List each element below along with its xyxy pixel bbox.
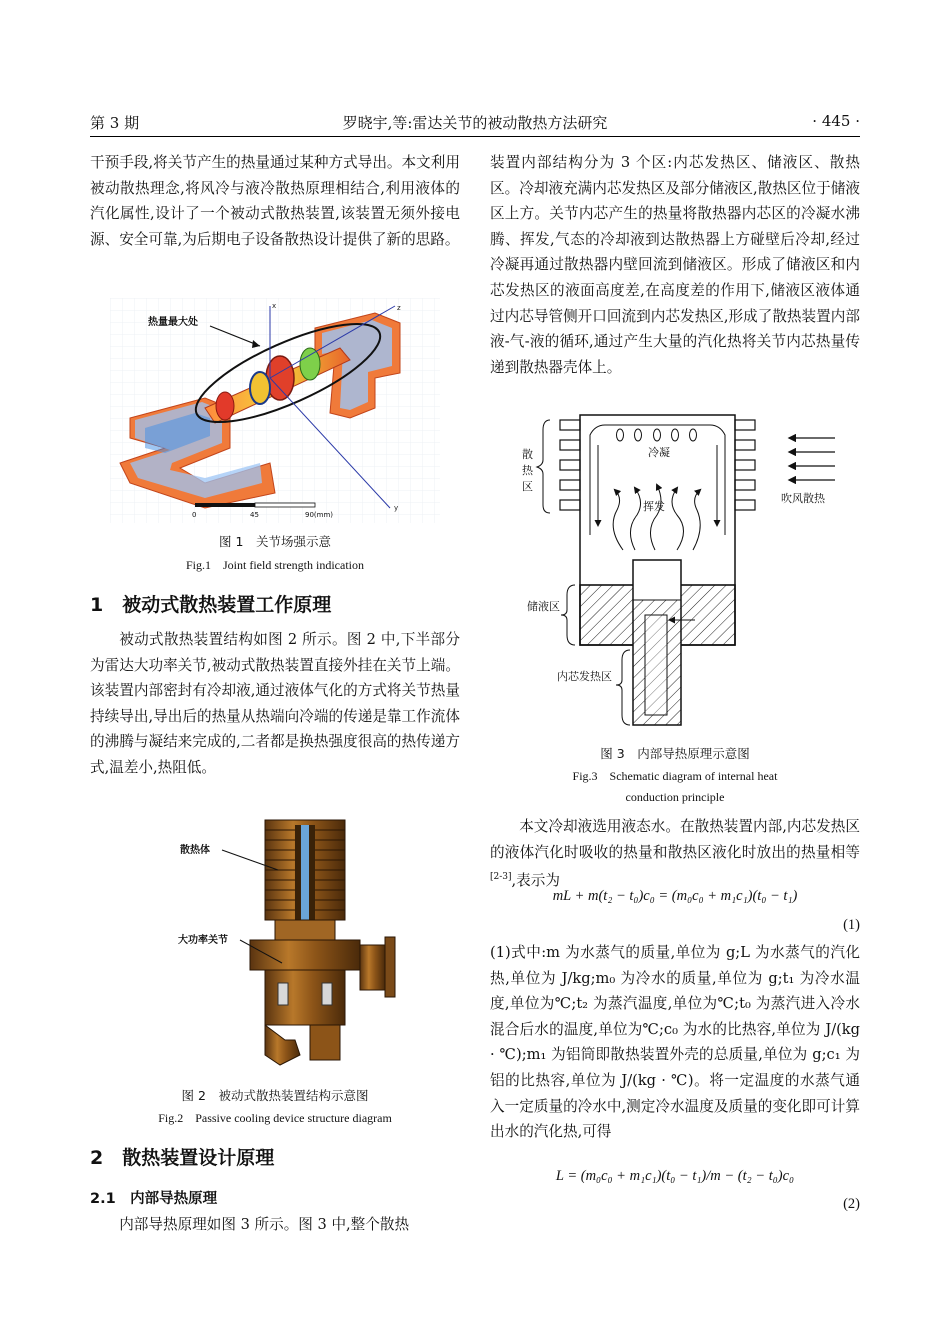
- evaporate-label: 挥发: [643, 500, 665, 513]
- equation-2-number: (2): [843, 1196, 860, 1212]
- running-header: [90, 110, 860, 136]
- fig2-caption-en: Fig.2 Passive cooling device structure diagram: [158, 1111, 392, 1125]
- axis-y-label: y: [394, 504, 399, 512]
- condense-label: 冷凝: [648, 446, 670, 459]
- intro-paragraph: 干预手段,将关节产生的热量通过某种方式导出。本文利用被动散热理念,将风冷与液冷散热原理相结合,利用液体的汽化属性,设计了一个被动式散热装置,该装置无须外接电源、安全可靠,为后期电子设备散热设计提供了新的思路。: [90, 154, 460, 248]
- equation-1-number: (1): [843, 917, 860, 933]
- sink-label: 散热体: [180, 845, 210, 856]
- zone-dissipation-char-3: 区: [522, 480, 533, 493]
- page-number: · 445 ·: [812, 112, 860, 130]
- zone-dissipation-char-1: 散: [522, 448, 533, 461]
- zone-dissipation-char-2: 热: [522, 464, 533, 477]
- right-paragraph-2: 本文冷却液选用液态水。在散热装置内部,内芯发热区的液体汽化时吸收的热量和散热区液化时放出的热量相等[2-3],表示为: [490, 818, 860, 890]
- section-2-1-paragraph: 内部导热原理如图 3 所示。图 3 中,整个散热: [119, 1216, 410, 1233]
- scale-0: 0: [192, 511, 197, 519]
- right-paragraph-3: (1)式中:m 为水蒸气的质量,单位为 g;L 为水蒸气的汽化热,单位为 J/kg;m₀ 为冷水的质量,单位为 g;t₁ 为冷水温度,单位为℃;t₂ 为蒸汽温度,单位为℃;t₀ 为蒸汽进入冷水混合后水的温度,单位为℃;c₀ 为水的比热容,单位为 J/(kg · ℃);m₁ 为铝筒即散热装置外壳的总质量,单位为 g;c₁ 为铝的比热容,单位为 J/(kg · ℃)。将一定温度的水蒸气通入一定质量的冷水中,测定冷水温度及质量的变化即可计算出水的汽化热,可得: [490, 944, 860, 1141]
- axis-x-label: x: [272, 302, 277, 310]
- fig3-caption-en-2: conduction principle: [625, 790, 725, 804]
- equation-1: mL + m(t₂ − t₀)c₀ = (m₀c₀ + m₁c₁)(t₀ − t₁): [552, 888, 798, 904]
- joint-field-image: [110, 298, 440, 523]
- header-rule: [90, 136, 860, 137]
- fig1-caption-zh: 图 1 关节场强示意: [219, 534, 331, 549]
- right-paragraph-1: 装置内部结构分为 3 个区:内芯发热区、储液区、散热区。冷却液充满内芯发热区及部分储液区,散热区位于储液区上方。关节内芯产生的热量将散热器内芯区的冷凝水沸腾、挥发,气态的冷却液到达散热器上方碰壁后冷却,经过冷凝再通过散热器内壁回流到储液区。形成了储液区和内芯发热区的液面高度差,在高度差的作用下,储液区液体通过内芯导管侧开口回流到内芯发热区,形成了散热装置内部液-气-液的循环,通过产生大量的汽化热将关节内芯热量传递到散热器壳体上。: [490, 154, 860, 376]
- fig3-caption-zh: 图 3 内部导热原理示意图: [600, 746, 750, 761]
- storage-label: 储液区: [527, 600, 560, 613]
- section-2-1-title: 2.1 内部导热原理: [90, 1191, 218, 1207]
- section-1-paragraph: 被动式散热装置结构如图 2 所示。图 2 中,下半部分为雷达大功率关节,被动式散热装置直接外挂在关节上端。该装置内部密封有冷却液,通过液体气化的方式将关节热量持续导出,导出后的热量从热端向冷端的传递是靠工作流体的沸腾与凝结来完成的,二者都是换热强度很高的热传递方式,温差小,热阻低。: [90, 631, 460, 776]
- equation-2: L = (m₀c₀ + m₁c₁)(t₀ − t₁)/m − (t₂ − t₀)c₀: [555, 1168, 795, 1184]
- device-structure-image: [170, 815, 430, 1070]
- core-label: 内芯发热区: [557, 670, 612, 683]
- scale-45: 45: [250, 511, 259, 519]
- fig3-caption-en-1: Fig.3 Schematic diagram of internal heat: [572, 769, 778, 783]
- section-2-title: 2 散热装置设计原理: [90, 1147, 275, 1169]
- issue-number: 第 3 期: [90, 114, 140, 132]
- figure-1: [110, 298, 440, 523]
- fig1-caption-en: Fig.1 Joint field strength indication: [186, 558, 364, 572]
- running-title: 罗晓宇,等:雷达关节的被动散热方法研究: [342, 114, 608, 132]
- hot-label: 热量最大处: [148, 317, 198, 328]
- fig2-caption-zh: 图 2 被动式散热装置结构示意图: [181, 1088, 369, 1103]
- internal-heat-diagram: [505, 410, 850, 740]
- figure-2: [170, 815, 430, 1070]
- joint-label: 大功率关节: [178, 935, 228, 946]
- axis-z-label: z: [397, 304, 401, 312]
- scale-90: 90(mm): [305, 511, 334, 519]
- citation: [2-3]: [490, 872, 512, 883]
- blow-label: 吹风散热: [781, 492, 825, 505]
- section-1-title: 1 被动式散热装置工作原理: [90, 594, 332, 616]
- figure-3: [505, 410, 850, 740]
